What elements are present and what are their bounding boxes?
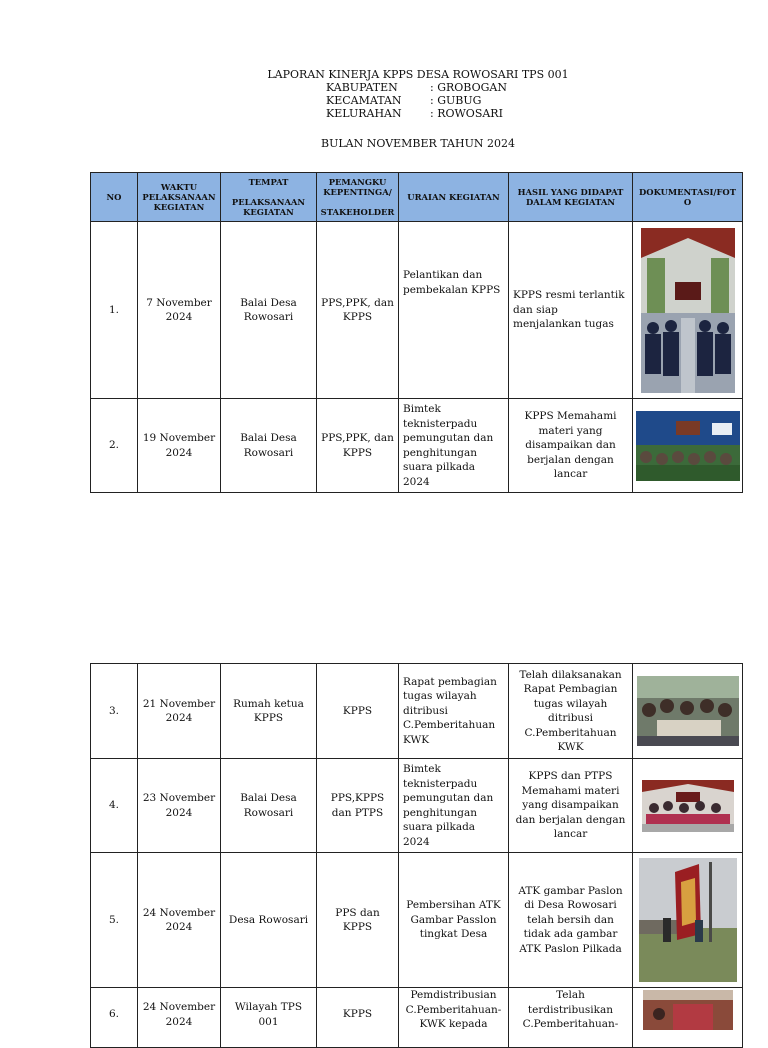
cell-tempat: Balai Desa Rowosari: [221, 222, 317, 399]
cell-tempat: Rumah ketua KPPS: [221, 664, 317, 759]
cell-dokumentasi: [633, 759, 743, 853]
photo-banner-removal: [639, 858, 737, 982]
table-row: [91, 988, 743, 1048]
cell-no: 6.: [91, 988, 138, 1048]
photo-distribution: [643, 990, 733, 1030]
meta-kecamatan: KECAMATAN : GUBUG: [326, 94, 482, 107]
cell-dokumentasi: [633, 664, 743, 759]
photo-bimtek-2: [642, 780, 734, 832]
cell-pemangku: KPPS: [317, 988, 399, 1048]
header-tempat: TEMPAT PELAKSANAAN KEGIATAN: [221, 173, 317, 222]
table-row: [91, 853, 743, 988]
table-row: [91, 759, 743, 853]
cell-pemangku: KPPS: [317, 664, 399, 759]
cell-uraian: Bimtek teknisterpadu pemungutan dan penghitungan suara pilkada 2024: [399, 399, 509, 493]
photo-inauguration: [641, 228, 735, 393]
cell-no: 2.: [91, 399, 138, 493]
cell-waktu: 21 November 2024: [138, 664, 221, 759]
cell-pemangku: PPS dan KPPS: [317, 853, 399, 988]
report-title: LAPORAN KINERJA KPPS DESA ROWOSARI TPS 001: [267, 68, 569, 81]
cell-uraian: Pembersihan ATK Gambar Passlon tingkat Desa: [399, 853, 509, 988]
cell-waktu: 23 November 2024: [138, 759, 221, 853]
cell-waktu: 19 November 2024: [138, 399, 221, 493]
cell-dokumentasi: [633, 222, 743, 399]
cell-no: 5.: [91, 853, 138, 988]
table-row: [91, 399, 743, 493]
cell-dokumentasi: [633, 853, 743, 988]
photo-meeting: [637, 676, 739, 746]
cell-hasil: KPPS dan PTPS Memahami materi yang disampaikan dan berjalan dengan lancar: [509, 759, 633, 853]
cell-pemangku: PPS,PPK, dan KPPS: [317, 222, 399, 399]
activity-table-page-2: [90, 663, 743, 1048]
cell-uraian: Bimtek teknisterpadu pemungutan dan penghitungan suara pilkada 2024: [399, 759, 509, 853]
cell-tempat: Wilayah TPS 001: [221, 988, 317, 1048]
meta-kelurahan: KELURAHAN : ROWOSARI: [326, 107, 503, 120]
table-row: [91, 222, 743, 399]
header-pemangku: PEMANGKU KEPENTINGA/ STAKEHOLDER: [317, 173, 399, 222]
cell-no: 4.: [91, 759, 138, 853]
header-uraian: URAIAN KEGIATAN: [399, 173, 509, 222]
cell-waktu: 7 November 2024: [138, 222, 221, 399]
cell-pemangku: PPS,KPPS dan PTPS: [317, 759, 399, 853]
cell-dokumentasi: [633, 988, 743, 1048]
cell-hasil: ATK gambar Paslon di Desa Rowosari telah bersih dan tidak ada gambar ATK Paslon Pilkada: [509, 853, 633, 988]
cell-no: 3.: [91, 664, 138, 759]
cell-waktu: 24 November 2024: [138, 853, 221, 988]
report-period: BULAN NOVEMBER TAHUN 2024: [321, 137, 515, 150]
cell-dokumentasi: [633, 399, 743, 493]
table-header-row: [91, 173, 743, 222]
cell-tempat: Desa Rowosari: [221, 853, 317, 988]
cell-hasil: KPPS Memahami materi yang disampaikan dan berjalan dengan lancar: [509, 399, 633, 493]
cell-tempat: Balai Desa Rowosari: [221, 759, 317, 853]
cell-no: 1.: [91, 222, 138, 399]
cell-tempat: Balai Desa Rowosari: [221, 399, 317, 493]
header-dokumentasi: DOKUMENTASI/FOT O: [633, 173, 743, 222]
photo-bimtek-hall: [636, 411, 740, 481]
header-hasil: HASIL YANG DIDAPAT DALAM KEGIATAN: [509, 173, 633, 222]
meta-kabupaten: KABUPATEN : GROBOGAN: [326, 81, 507, 94]
header-no: NO: [91, 173, 138, 222]
cell-uraian: Pelantikan dan pembekalan KPPS: [399, 222, 509, 399]
cell-uraian: Rapat pembagian tugas wilayah ditribusi C.Pemberitahuan KWK: [399, 664, 509, 759]
cell-hasil: KPPS resmi terlantik dan siap menjalankan tugas: [509, 222, 633, 399]
cell-uraian: Pemdistribusian C.Pemberitahuan-KWK kepada: [399, 988, 509, 1048]
cell-pemangku: PPS,PPK, dan KPPS: [317, 399, 399, 493]
activity-table-page-1: [90, 172, 743, 493]
cell-hasil: Telah dilaksanakan Rapat Pembagian tugas wilayah ditribusi C.Pemberitahuan KWK: [509, 664, 633, 759]
cell-waktu: 24 November 2024: [138, 988, 221, 1048]
report-header: [0, 68, 768, 120]
cell-hasil: Telah terdistribusikan C.Pemberitahuan-: [509, 988, 633, 1048]
table-row: [91, 664, 743, 759]
header-waktu: WAKTU PELAKSANAAN KEGIATAN: [138, 173, 221, 222]
